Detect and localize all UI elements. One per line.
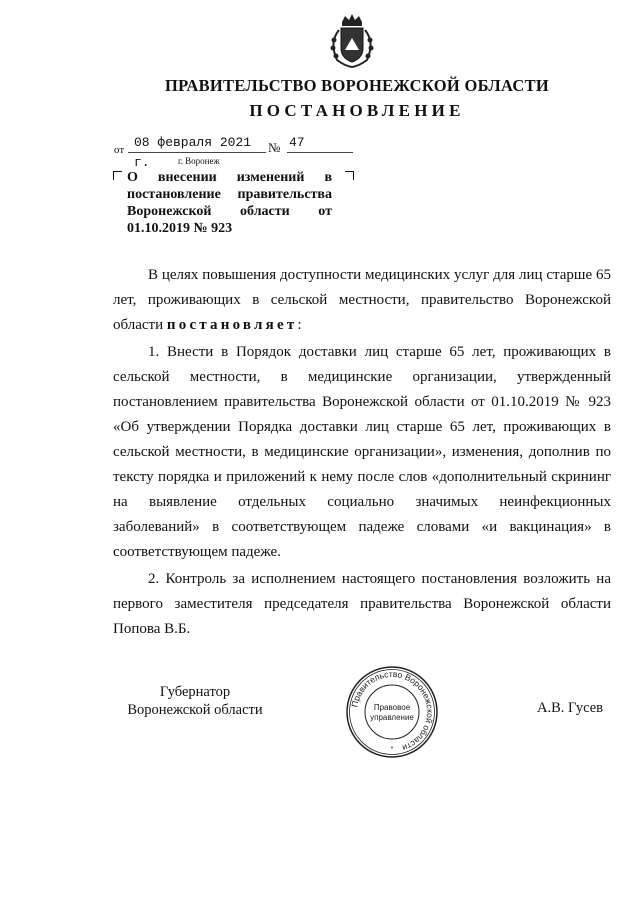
item-1-paragraph: 1. Внести в Порядок доставки лиц старше 65 лет, проживающих в сельской местности, в медицинские организации, утвержденный постановлением правительства Воронежской области от 01.10.2019 № 923 «Об утверждении Порядка доставки лиц старше 65 лет, проживающих в сельской местности, в медицинские организации», изменения, дополнив по тексту порядка и приложений к нему после слов «дополнительный скрининг на выявление отдельных социально значимых неинфекционных заболеваний» в соответствующем падеже словами «и вакцинация» в соответствующем падеже. xyxy=(113,344,611,560)
signatory-name: А.В. Гусев xyxy=(537,700,603,716)
signatory-title-line2: Воронежской области xyxy=(127,702,263,718)
document-number: 47 xyxy=(287,133,353,153)
organization-title: ПРАВИТЕЛЬСТВО ВОРОНЕЖСКОЙ ОБЛАСТИ xyxy=(164,76,550,95)
decree-colon: : xyxy=(297,317,302,333)
document-type-title: ПОСТАНОВЛЕНИЕ xyxy=(249,101,465,120)
decree-word: постановляет xyxy=(166,317,298,333)
document-city: г. Воронеж xyxy=(178,156,220,166)
stamp-star: * xyxy=(390,746,394,753)
date-prefix: от xyxy=(114,144,125,156)
signatory-title xyxy=(115,683,275,719)
document-date: 08 февраля 2021 г. xyxy=(128,133,266,153)
legal-department-stamp xyxy=(345,665,439,759)
subject-corner-mark-left xyxy=(113,171,122,180)
preamble-paragraph xyxy=(113,263,611,338)
number-sign: № xyxy=(268,140,281,155)
document-body xyxy=(113,263,611,644)
stamp-center-line2: управление xyxy=(370,713,414,722)
stamp-ring-text: Правительство Воронежской области xyxy=(349,668,436,754)
coat-of-arms-icon xyxy=(325,12,379,70)
subject-corner-mark-right xyxy=(345,171,354,180)
preamble-text: В целях повышения доступности медицинских услуг для лиц старше 65 лет, проживающих в сельской местности, правительство Воронежской области xyxy=(113,267,611,333)
signatory-title-line1: Губернатор xyxy=(159,684,231,700)
stamp-center-line1: Правовое xyxy=(373,703,411,712)
document-subject: О внесении изменений в постановление правительства Воронежской области от 01.10.2019 № 923 xyxy=(127,170,332,236)
item-2-paragraph: 2. Контроль за исполнением настоящего постановления возложить на первого заместителя председателя правительства Воронежской области Попова В.Б. xyxy=(113,571,611,637)
